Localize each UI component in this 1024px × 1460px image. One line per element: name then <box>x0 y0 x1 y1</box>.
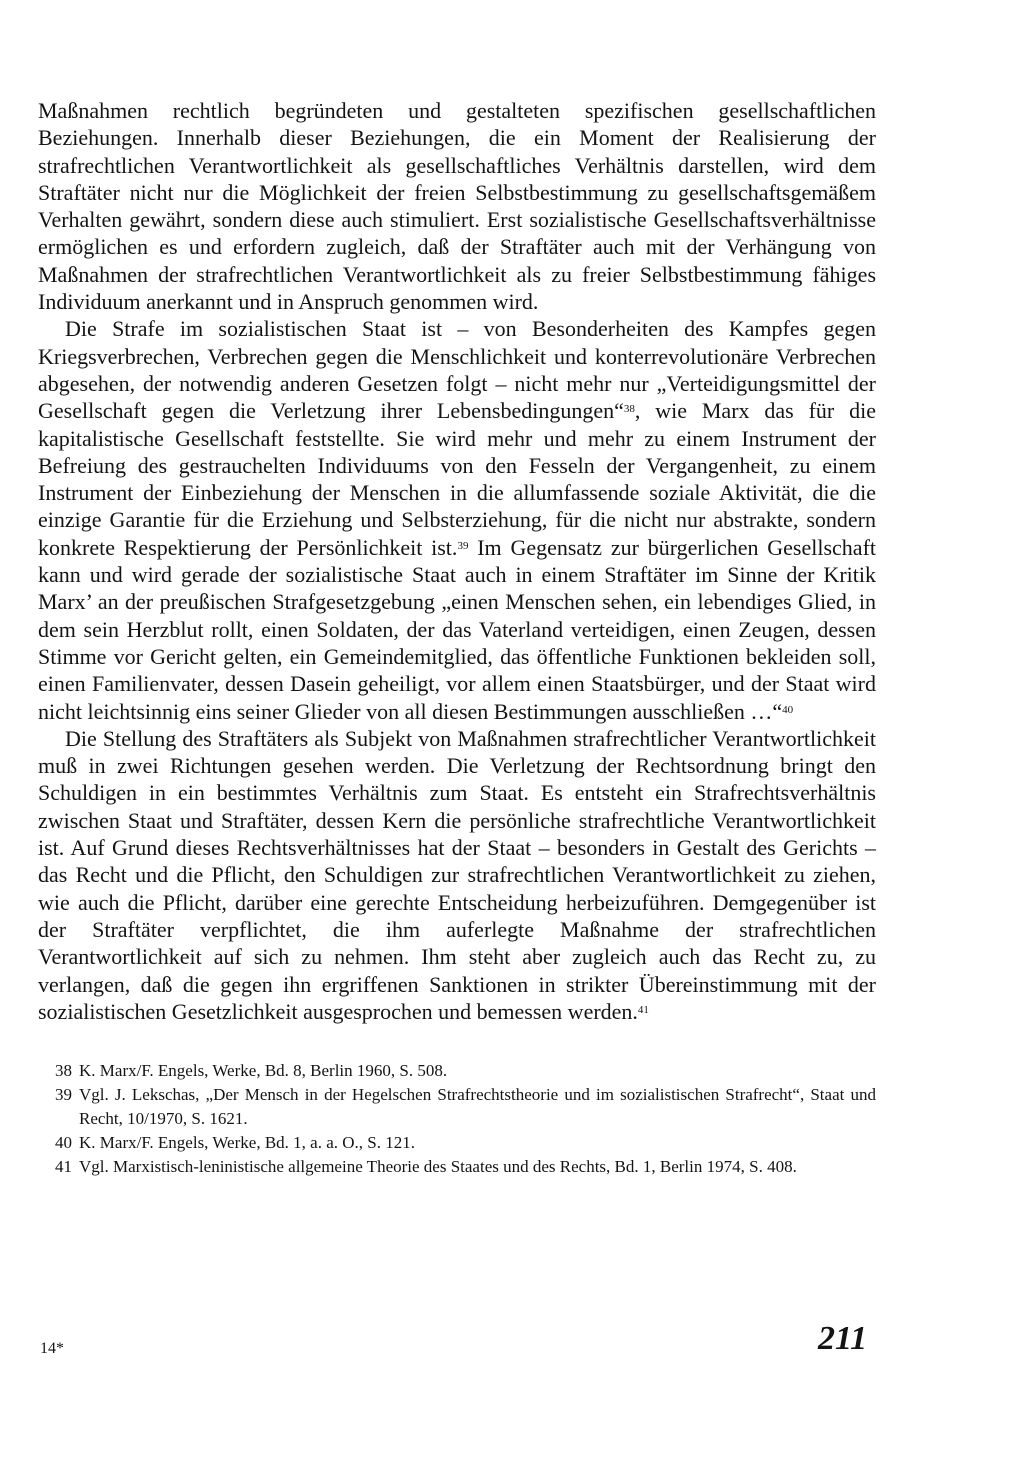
footnote-reference: 40 <box>782 703 794 716</box>
footnote-number: 41 <box>55 1157 72 1177</box>
footnote <box>38 1131 876 1155</box>
footnote-number: 40 <box>55 1133 72 1153</box>
footnote-text: Vgl. J. Lekschas, „Der Mensch in der Hegelschen Strafrechtstheorie und im sozialistischen Strafrecht“, Staat und Recht, 10/1970, S. 1621. <box>79 1085 876 1129</box>
footnote-reference: 39 <box>457 539 469 552</box>
body-paragraph <box>38 725 876 1025</box>
footnote-reference: 38 <box>623 403 635 416</box>
footnote-text: Vgl. Marxistisch-leninistische allgemeine Theorie des Staates und des Rechts, Bd. 1, Berlin 1974, S. 408. <box>79 1157 797 1177</box>
page-number: 211 <box>818 1320 868 1357</box>
body-text <box>38 97 876 1025</box>
footnote <box>38 1059 876 1083</box>
footnote-text: K. Marx/F. Engels, Werke, Bd. 1, a. a. O., S. 121. <box>79 1133 415 1153</box>
body-paragraph <box>38 315 876 724</box>
paragraph-text: Die Stellung des Straftäters als Subjekt von Maßnahmen strafrechtlicher Verantwortlichkeit muß in zwei Richtungen gesehen werden. Die Verletzung der Rechtsordnung bringt den Schuldigen in ein bestimmtes Verhältnis zum Staat. Es entsteht ein Strafrechtsverhältnis zwischen Staat und Straftäter, dessen Kern die persönliche strafrechtliche Verantwortlichkeit ist. Auf Grund dieses Rechtsverhältnisses hat der Staat – besonders in Gestalt des Gerichts – das Recht und die Pflicht, den Schuldigen zur strafrechtlichen Verantwortlichkeit zu ziehen, wie auch die Pflicht, darüber eine gerechte Entscheidung herbeizuführen. Demgegenüber ist der Straftäter verpflichtet, die ihm auferlegte Maßnahme der strafrechtlichen Verantwortlichkeit auf sich zu nehmen. Ihm steht aber zugleich auch das Recht zu, zu verlangen, daß die gegen ihn ergriffenen Sanktionen in strikter Übereinstimmung mit der sozialistischen Gesetzlichkeit ausgesprochen und bemessen werden. <box>38 725 876 1024</box>
printer-signature: 14* <box>40 1340 64 1357</box>
footnote-number: 38 <box>55 1061 72 1081</box>
paragraph-text: Maßnahmen rechtlich begründeten und gestalteten spezifischen gesellschaftlichen Beziehungen. Innerhalb dieser Beziehungen, die ein Moment der Realisierung der strafrechtlichen Verantwortlichkeit als gesellschaftliches Verhältnis darstellen, wird dem Straftäter nicht nur die Möglichkeit der freien Selbstbestimmung zu gesellschaftsgemäßem Verhalten gewährt, sondern diese auch stimuliert. Erst sozialistische Gesellschaftsverhältnisse ermöglichen es und erfordern zugleich, daß der Straftäter auch mit der Verhängung von Maßnahmen der strafrechtlichen Verantwortlichkeit als zu freier Selbstbestimmung fähiges Individuum anerkannt und in Anspruch genommen wird. <box>38 98 876 315</box>
footnote-reference: 41 <box>637 1003 649 1016</box>
footnote <box>38 1155 876 1179</box>
paragraph-text: Die Strafe im sozialistischen Staat ist – von Besonderheiten des Kampfes gegen Kriegsverbrechen, Verbrechen gegen die Menschlichkeit und konterrevolutionäre Verbrechen abgesehen, der notwendig anderen Gesetzen folgt – nicht mehr nur „Verteidigungsmittel der Gesellschaft gegen die Verletzung ihrer Lebensbedingungen“ <box>38 316 876 424</box>
body-paragraph <box>38 97 876 315</box>
footnotes <box>38 1059 876 1179</box>
footnote <box>38 1083 876 1131</box>
paragraph-text: , wie Marx das für die kapitalistische Gesellschaft feststellte. Sie wird mehr und mehr zu einem Instrument der Befreiung des gestrauchelten Individuums von den Fesseln der Vergangenheit, zu einem Instrument der Einbeziehung der Menschen in die allumfassende soziale Aktivität, die die einzige Garantie für die Erziehung und Selbsterziehung, für die nicht nur abstrakte, sondern konkrete Respektierung der Persönlichkeit ist. <box>38 398 876 560</box>
footnote-text: K. Marx/F. Engels, Werke, Bd. 8, Berlin 1960, S. 508. <box>79 1061 448 1081</box>
footnote-number: 39 <box>55 1085 72 1105</box>
paragraph-text: Im Gegensatz zur bürgerlichen Gesellschaft kann und wird gerade der sozialistische Staat auch in einem Straftäter im Sinne der Kritik Marx’ an der preußischen Strafgesetzgebung „einen Menschen sehen, ein lebendiges Glied, in dem sein Herzblut rollt, einen Soldaten, der das Vaterland verteidigen, einen Zeugen, dessen Stimme vor Gericht gelten, ein Gemeindemitglied, das öffentliche Funktionen bekleiden soll, einen Familienvater, dessen Dasein geheiligt, vor allem einen Staatsbürger, und der Staat wird nicht leichtsinnig eins seiner Glieder von all diesen Bestimmungen ausschließen …“ <box>38 534 877 724</box>
